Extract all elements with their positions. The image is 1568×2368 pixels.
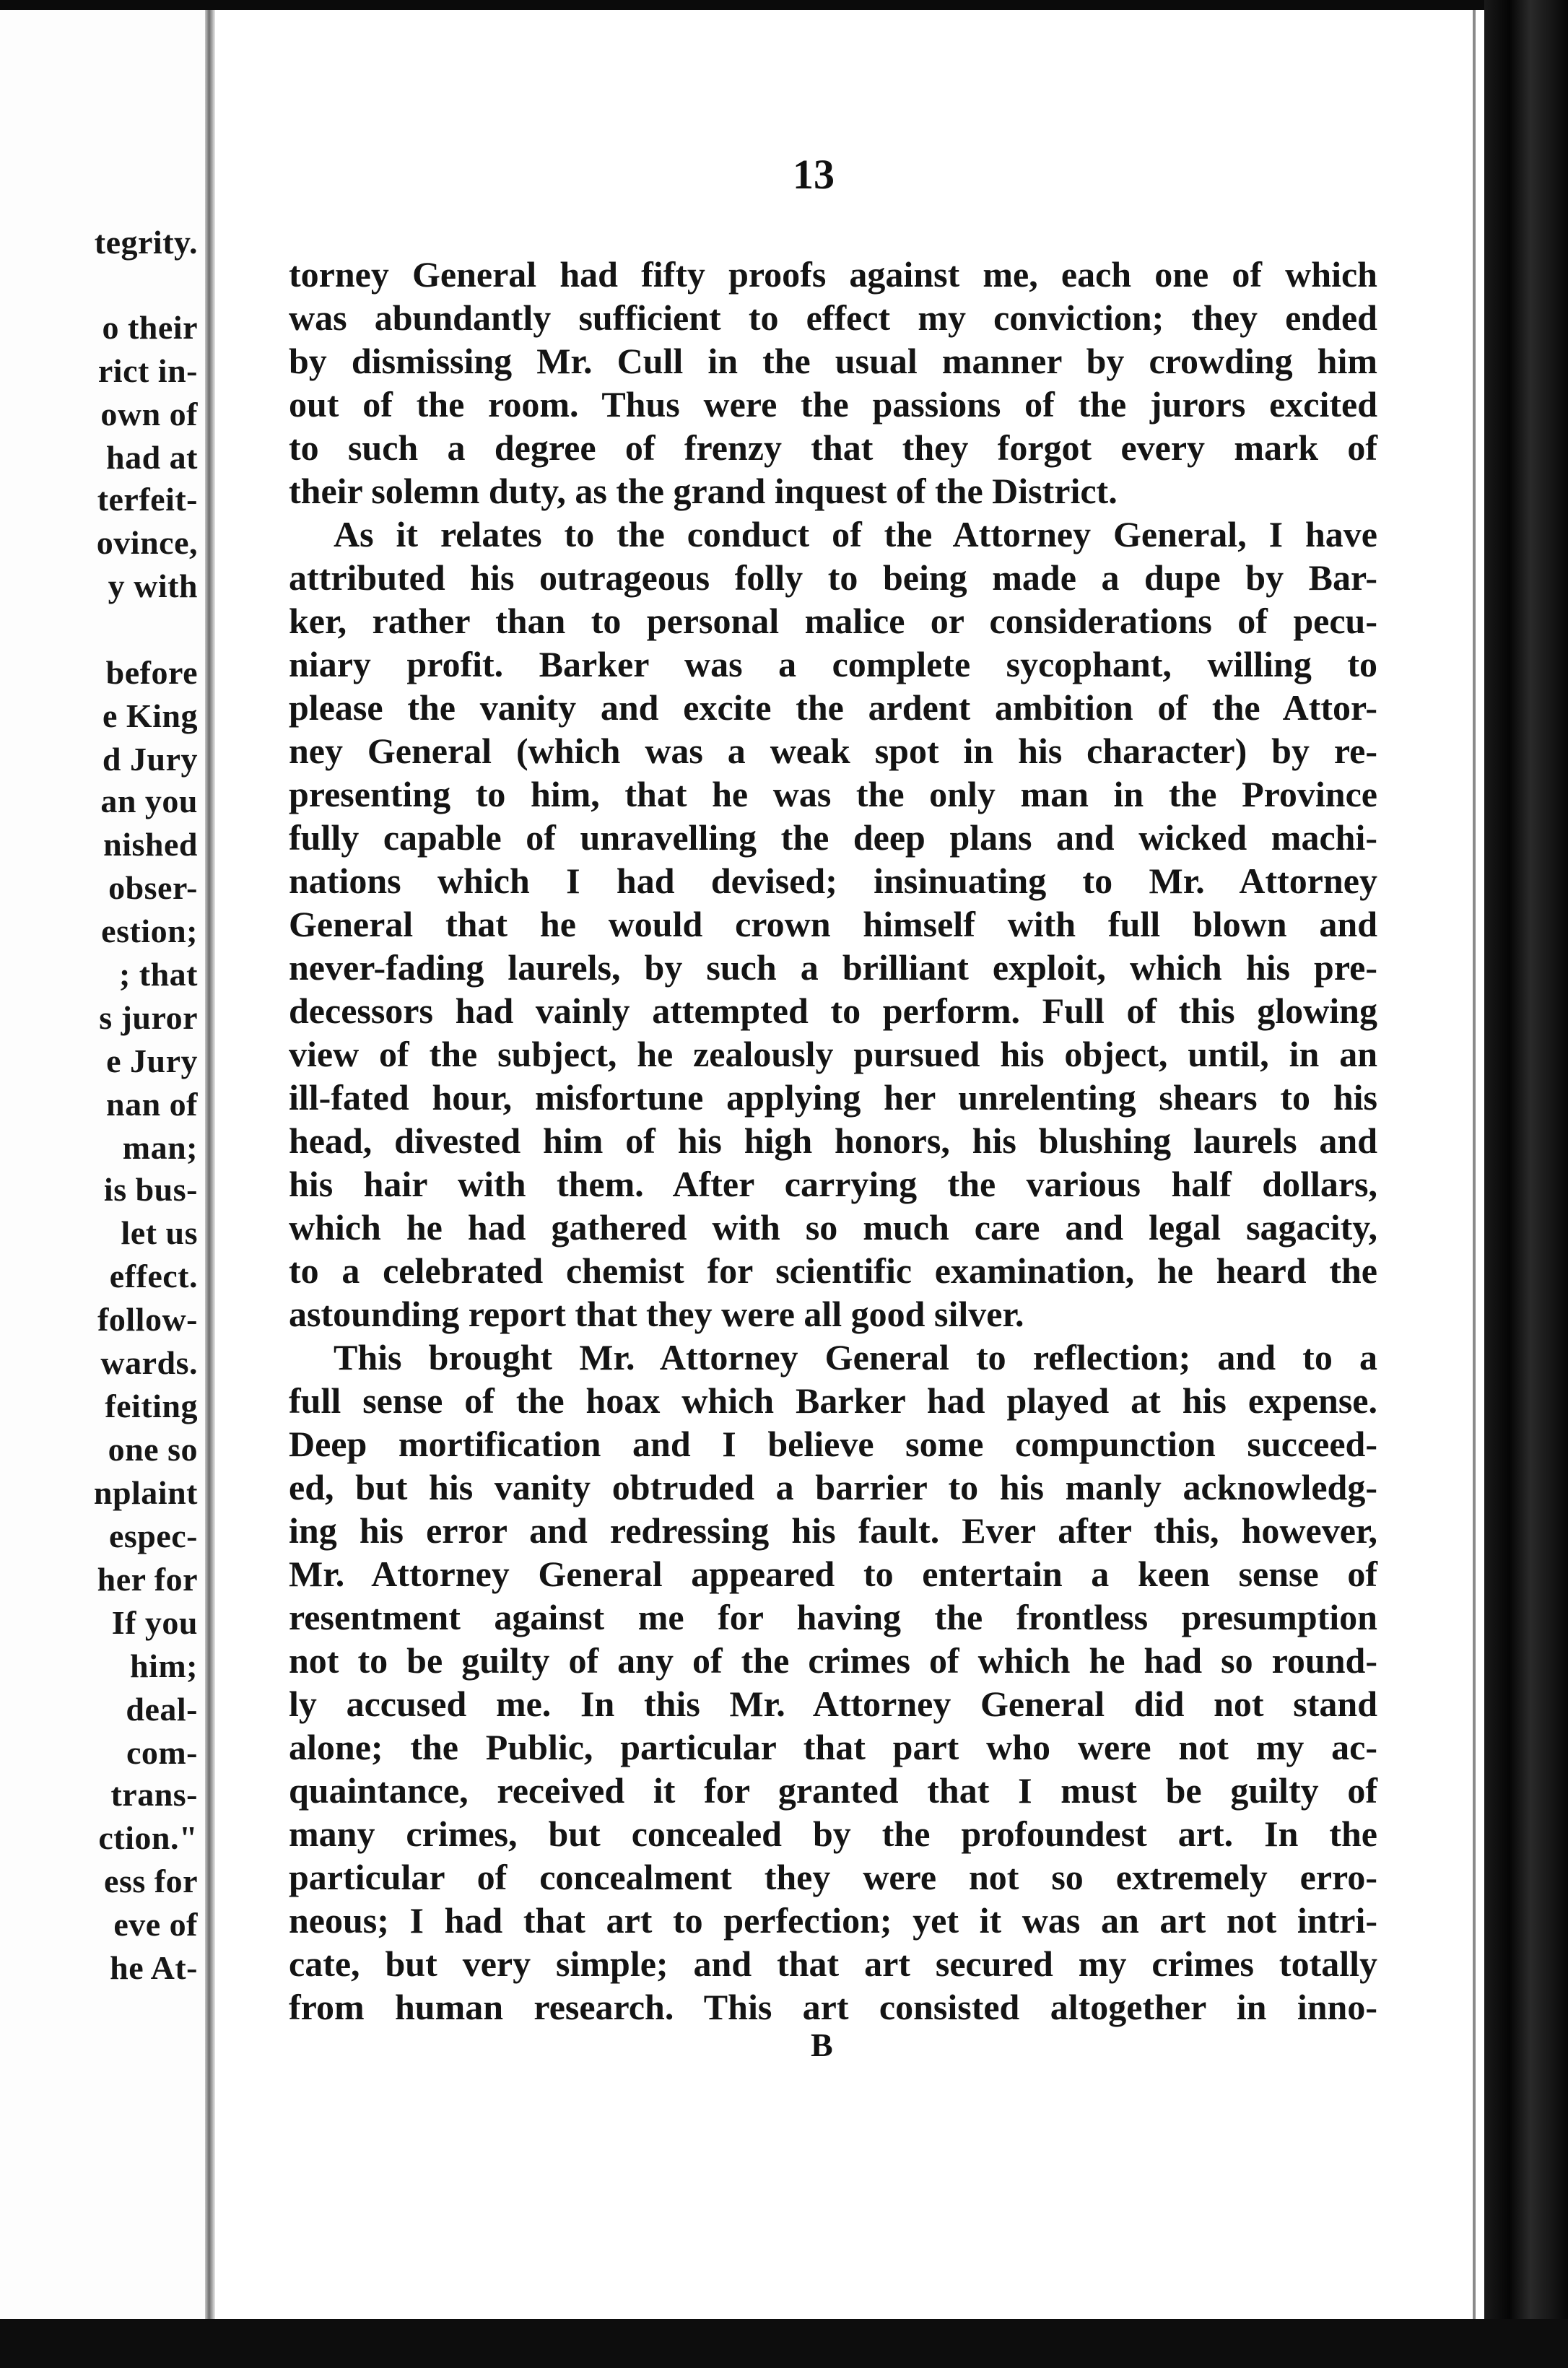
text-line: General that he would crown himself with full blown and bbox=[289, 904, 1377, 944]
text-line: not to be guilty of any of the crimes of which he had so round- bbox=[289, 1640, 1377, 1681]
scan-bottom-edge bbox=[0, 2319, 1568, 2368]
text-line: from human research. This art consisted altogether in inno- bbox=[289, 1987, 1377, 2027]
text-line: to such a degree of frenzy that they forgot every mark of bbox=[289, 427, 1377, 468]
facing-page-line: feiting bbox=[105, 1388, 198, 1424]
text-line: cate, but very simple; and that art secured my crimes totally bbox=[289, 1943, 1377, 1984]
text-line: Mr. Attorney General appeared to entertain a keen sense of bbox=[289, 1554, 1377, 1594]
text-line: fully capable of unravelling the deep plans and wicked machi- bbox=[289, 817, 1377, 858]
text-line: resentment against me for having the frontless presumption bbox=[289, 1597, 1377, 1637]
facing-page-line: eve of bbox=[113, 1906, 198, 1943]
facing-page-line: terfeit- bbox=[97, 481, 198, 518]
facing-page-line: nan of bbox=[106, 1086, 198, 1123]
facing-page-line: nished bbox=[103, 826, 198, 863]
text-line: decessors had vainly attempted to perform. Full of this glowing bbox=[289, 991, 1377, 1031]
text-line: nations which I had devised; insinuating to Mr. Attorney bbox=[289, 861, 1377, 901]
text-line: full sense of the hoax which Barker had played at his expense. bbox=[289, 1380, 1377, 1421]
facing-page-line: com- bbox=[126, 1734, 198, 1771]
facing-page-line: own of bbox=[100, 396, 198, 432]
facing-page-line: her for bbox=[97, 1561, 198, 1598]
facing-page-line: him; bbox=[130, 1647, 198, 1684]
text-line: presenting to him, that he was the only man in the Province bbox=[289, 774, 1377, 814]
facing-page-line: ; that bbox=[118, 956, 198, 993]
facing-page-line: deal- bbox=[126, 1691, 198, 1728]
text-line: his hair with them. After carrying the various half dollars, bbox=[289, 1164, 1377, 1204]
facing-page-line: had at bbox=[106, 439, 198, 476]
text-line: astounding report that they were all good silver. bbox=[289, 1294, 1024, 1334]
text-line: by dismissing Mr. Cull in the usual manner by crowding him bbox=[289, 341, 1377, 381]
paragraph-start-line: As it relates to the conduct of the Attorney General, I have bbox=[334, 514, 1377, 554]
text-line: head, divested him of his high honors, his blushing laurels and bbox=[289, 1120, 1377, 1161]
facing-page-line: d Jury bbox=[102, 741, 198, 778]
text-line: their solemn duty, as the grand inquest of the District. bbox=[289, 471, 1118, 511]
facing-page-line: rict in- bbox=[97, 352, 198, 389]
text-line: quaintance, received it for granted that I must be guilty of bbox=[289, 1770, 1377, 1811]
text-line: ney General (which was a weak spot in his character) by re- bbox=[289, 731, 1377, 771]
text-line: which he had gathered with so much care and legal sagacity, bbox=[289, 1207, 1377, 1248]
text-line: never-fading laurels, by such a brilliant exploit, which his pre- bbox=[289, 947, 1377, 988]
text-line: please the vanity and excite the ardent ambition of the Attor- bbox=[289, 687, 1377, 728]
text-line: view of the subject, he zealously pursued his object, until, in an bbox=[289, 1034, 1377, 1074]
facing-page-line: he At- bbox=[110, 1949, 198, 1986]
facing-page-line: y with bbox=[108, 567, 198, 604]
text-line: alone; the Public, particular that part who were not my ac- bbox=[289, 1727, 1377, 1767]
facing-page-line: e Jury bbox=[106, 1042, 198, 1079]
book-fore-edge bbox=[1484, 0, 1568, 2368]
facing-page-line: follow- bbox=[97, 1301, 198, 1338]
facing-page-line: let us bbox=[121, 1214, 198, 1251]
facing-page-line: wards. bbox=[100, 1344, 198, 1381]
text-line: ing his error and redressing his fault. Ever after this, however, bbox=[289, 1510, 1377, 1551]
facing-page-line: effect. bbox=[109, 1258, 198, 1294]
facing-page-line: man; bbox=[122, 1129, 198, 1166]
facing-page-line: one so bbox=[108, 1431, 198, 1468]
text-line: ker, rather than to personal malice or considerations of pecu- bbox=[289, 601, 1377, 641]
book-gutter bbox=[205, 10, 215, 2319]
facing-page-line: tegrity. bbox=[94, 224, 198, 261]
scan-top-edge bbox=[0, 0, 1568, 10]
facing-page-line: If you bbox=[111, 1604, 198, 1641]
text-line: to a celebrated chemist for scientific examination, he heard the bbox=[289, 1250, 1377, 1291]
text-line: Deep mortification and I believe some compunction succeed- bbox=[289, 1424, 1377, 1464]
page-edge-rule bbox=[1473, 10, 1476, 2319]
facing-page-line: estion; bbox=[101, 913, 198, 949]
facing-page-line: ction." bbox=[98, 1819, 198, 1856]
text-line: niary profit. Barker was a complete sycophant, willing to bbox=[289, 644, 1377, 684]
facing-page-line: an you bbox=[100, 783, 198, 819]
paragraph-start-line: This brought Mr. Attorney General to reflection; and to a bbox=[334, 1337, 1377, 1377]
facing-page-line: is bus- bbox=[103, 1171, 198, 1208]
facing-page-line: o their bbox=[102, 309, 198, 346]
facing-page-line: nplaint bbox=[93, 1474, 198, 1511]
facing-page-line: e King bbox=[102, 697, 198, 734]
facing-page-line: espec- bbox=[108, 1518, 198, 1554]
text-line: ed, but his vanity obtruded a barrier to his manly acknowledg- bbox=[289, 1467, 1377, 1507]
facing-page-line: ovince, bbox=[96, 524, 198, 561]
text-line: was abundantly sufficient to effect my conviction; they ended bbox=[289, 297, 1377, 338]
facing-page-fragment bbox=[0, 10, 205, 2319]
facing-page-line: before bbox=[105, 654, 198, 691]
text-line: ill-fated hour, misfortune applying her unrelenting shears to his bbox=[289, 1077, 1377, 1118]
page-number: 13 bbox=[793, 151, 835, 198]
facing-page-line: trans- bbox=[110, 1776, 198, 1813]
body-text bbox=[289, 253, 1377, 2029]
facing-page-line: obser- bbox=[108, 869, 198, 906]
text-line: out of the room. Thus were the passions of the jurors excited bbox=[289, 384, 1377, 425]
text-line: attributed his outrageous folly to being made a dupe by Bar- bbox=[289, 557, 1377, 598]
signature-mark: B bbox=[811, 2027, 833, 2063]
text-line: particular of concealment they were not so extremely erro- bbox=[289, 1857, 1377, 1897]
text-line: many crimes, but concealed by the profoundest art. In the bbox=[289, 1814, 1377, 1854]
text-line: torney General had fifty proofs against me, each one of which bbox=[289, 254, 1377, 295]
text-line: neous; I had that art to perfection; yet it was an art not intri- bbox=[289, 1900, 1377, 1941]
facing-page-line: ess for bbox=[104, 1863, 198, 1899]
text-line: ly accused me. In this Mr. Attorney General did not stand bbox=[289, 1684, 1377, 1724]
facing-page-line: s juror bbox=[99, 999, 198, 1036]
